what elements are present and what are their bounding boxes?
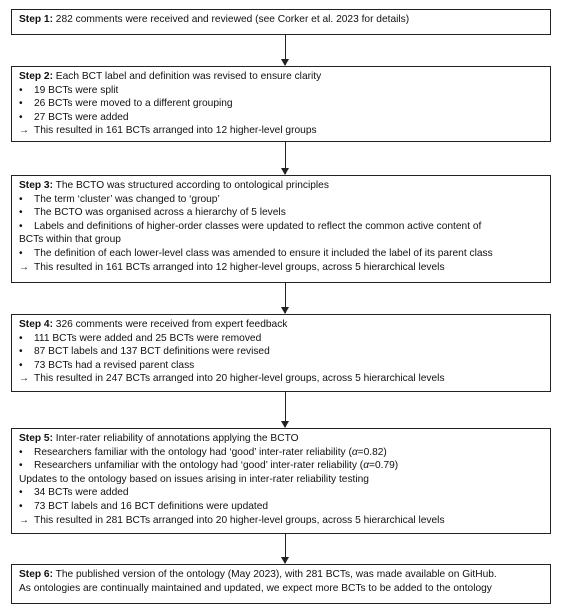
step-1-text [19,13,543,27]
bullet-icon: • [19,98,23,110]
alpha-symbol: α [351,446,358,458]
bullet-icon: • [19,346,23,358]
step-5-heading: Inter-rater reliability of annotations applying the BCTO [52,433,299,444]
bullet-icon: • [19,247,23,259]
step-4-header [19,318,543,332]
list-item: • The term ‘cluster’ was changed to ‘group’ [19,193,220,205]
arrow-right-icon: → [19,373,29,385]
step-1-heading: 282 comments were received and reviewed (see Corker et al. 2023 for details) [52,14,410,25]
arrow-step1-to-step2 [285,35,286,65]
list-item: • Researchers familiar with the ontology had ‘good’ inter-rater reliability (α=0.82) [19,446,387,458]
step-1-box [11,9,551,35]
bullet-icon: • [19,207,23,219]
step-5-subheading: Updates to the ontology based on issues arising in inter-rater reliability testing [19,473,369,485]
list-item: • 111 BCTs were added and 25 BCTs were removed [19,332,262,344]
step-3-box [11,175,551,283]
result-line: → This resulted in 281 BCTs arranged into 20 higher-level groups, across 5 hierarchical levels [19,514,445,526]
bullet-icon: • [19,193,23,205]
list-item: • Researchers unfamiliar with the ontology had ‘good’ inter-rater reliability (α=0.79) [19,460,399,472]
list-item: • The BCTO was organised across a hierarchy of 5 levels [19,207,286,219]
bullet-icon: • [19,220,23,232]
step-5-label: Step 5: [19,433,53,444]
step-2-heading: Each BCT label and definition was revised to ensure clarity [52,71,322,82]
bullet-icon: • [19,500,23,512]
bullet-icon: • [19,359,23,371]
step-4-label: Step 4: [19,319,53,330]
list-item: • 87 BCT labels and 137 BCT definitions were revised [19,346,270,358]
arrow-right-icon: → [19,125,29,137]
list-item-continuation: BCTs within that group [19,234,121,246]
bullet-icon: • [19,111,23,123]
arrow-step2-to-step3 [285,142,286,174]
list-item: • Labels and definitions of higher-order classes were updated to reflect the common active content of [19,220,482,232]
arrow-step3-to-step4 [285,283,286,313]
bullet-icon: • [19,84,23,96]
step-4-heading: 326 comments were received from expert feedback [52,319,288,330]
list-item: • 73 BCTs had a revised parent class [19,359,195,371]
alpha-symbol: α [363,460,369,472]
step-2-box [11,66,551,142]
step-3-heading: The BCTO was structured according to ontological principles [52,180,329,191]
step-5-box [11,428,551,534]
step-6-line2: As ontologies are continually maintained and updated, we expect more BCTs to be added to the ontology [19,582,492,594]
list-item: • 73 BCT labels and 16 BCT definitions were updated [19,500,269,512]
step-1-label: Step 1: [19,14,53,25]
step-5-header [19,432,543,446]
step-4-box [11,314,551,392]
bullet-icon: • [19,446,23,458]
step-6-label: Step 6: [19,569,53,580]
result-line: → This resulted in 161 BCTs arranged into 12 higher-level groups [19,125,317,137]
result-line: → This resulted in 161 BCTs arranged into 12 higher-level groups, across 5 hierarchical levels [19,261,445,273]
step-3-label: Step 3: [19,180,53,191]
list-item: • 27 BCTs were added [19,111,129,123]
list-item: • The definition of each lower-level class was amended to ensure it included the label of its parent class [19,247,493,259]
arrow-right-icon: → [19,261,29,273]
list-item: • 19 BCTs were split [19,84,119,96]
result-line: → This resulted in 247 BCTs arranged into 20 higher-level groups, across 5 hierarchical levels [19,373,445,385]
bullet-icon: • [19,332,23,344]
step-3-header [19,179,543,193]
step-6-heading: The published version of the ontology (May 2023), with 281 BCTs, was made available on GitHub. [52,569,497,580]
bullet-icon: • [19,460,23,472]
list-item: • 26 BCTs were moved to a different grouping [19,98,233,110]
step-6-box [11,564,551,604]
step-6-header [19,568,543,582]
step-2-label: Step 2: [19,71,53,82]
step-2-header [19,70,543,84]
arrow-step5-to-step6 [285,534,286,563]
list-item: • 34 BCTs were added [19,487,129,499]
arrow-step4-to-step5 [285,392,286,427]
bullet-icon: • [19,487,23,499]
arrow-right-icon: → [19,514,29,526]
